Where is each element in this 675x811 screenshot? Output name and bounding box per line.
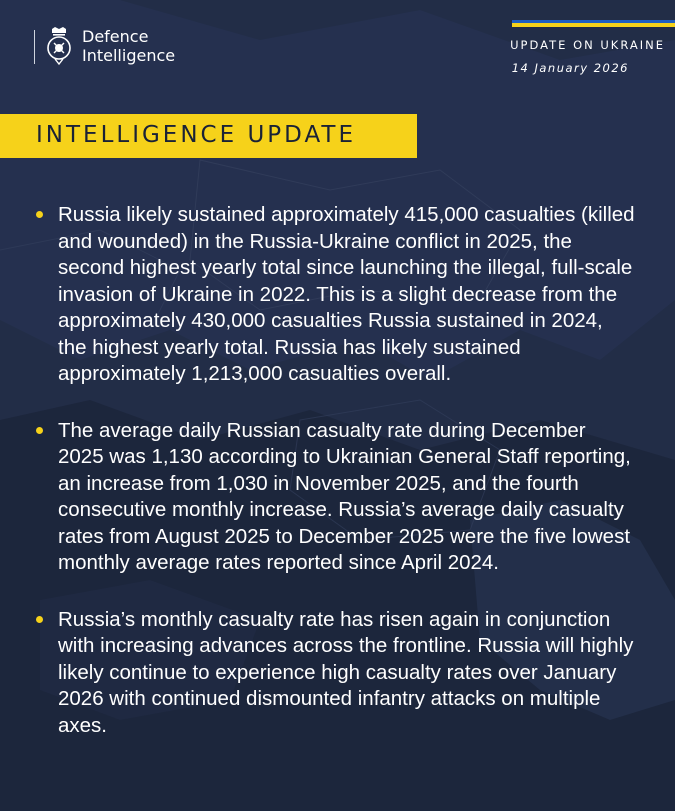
defence-intelligence-logo — [34, 26, 175, 66]
bullet-item — [36, 607, 636, 740]
update-date: 14 January 2026 — [511, 61, 629, 75]
bullet-list — [36, 202, 636, 769]
bullet-text: Russia likely sustained approximately 415,000 casualties (killed and wounded) in the Russia-Ukraine conflict in 2025, the second highest yearly total since launching the illegal, full-scale invasion of Ukraine in 2022. This is a slight decrease from the approximately 430,000 casualties Russia sustained in 2024, the highest yearly total. Russia has likely sustained approximately 1,213,000 casualties overall. — [58, 203, 635, 385]
flag-yellow-stripe — [512, 23, 675, 27]
ukraine-flag-icon — [512, 20, 675, 27]
bullet-item — [36, 418, 636, 577]
bullet-text: The average daily Russian casualty rate during December 2025 was 1,130 according to Ukrainian General Staff reporting, an increase from 1,030 in November 2025, and the fourth consecutive monthly increase. Russia’s average daily casualty rates from August 2025 to December 2025 were the five lowest monthly average rates reported since April 2024. — [58, 418, 631, 574]
bullet-item — [36, 202, 636, 388]
title-banner — [0, 114, 417, 158]
logo-line-2: Intelligence — [82, 46, 176, 65]
bullet-dot-icon — [36, 616, 43, 623]
logo-line-1: Defence — [82, 27, 149, 46]
bullet-text: Russia’s monthly casualty rate has risen again in conjunction with increasing advances across the frontline. Russia will highly likely continue to experience high casualty rates over January 2026 with continued dismounted infantry attacks on multiple axes. — [58, 607, 634, 737]
defence-intelligence-crest-icon — [44, 26, 74, 66]
bullet-dot-icon — [36, 427, 43, 434]
logo-divider — [34, 30, 35, 64]
banner-title: INTELLIGENCE UPDATE — [36, 122, 356, 148]
update-label: UPDATE ON UKRAINE — [510, 38, 665, 52]
bullet-dot-icon — [36, 211, 43, 218]
logo-text — [82, 27, 175, 65]
